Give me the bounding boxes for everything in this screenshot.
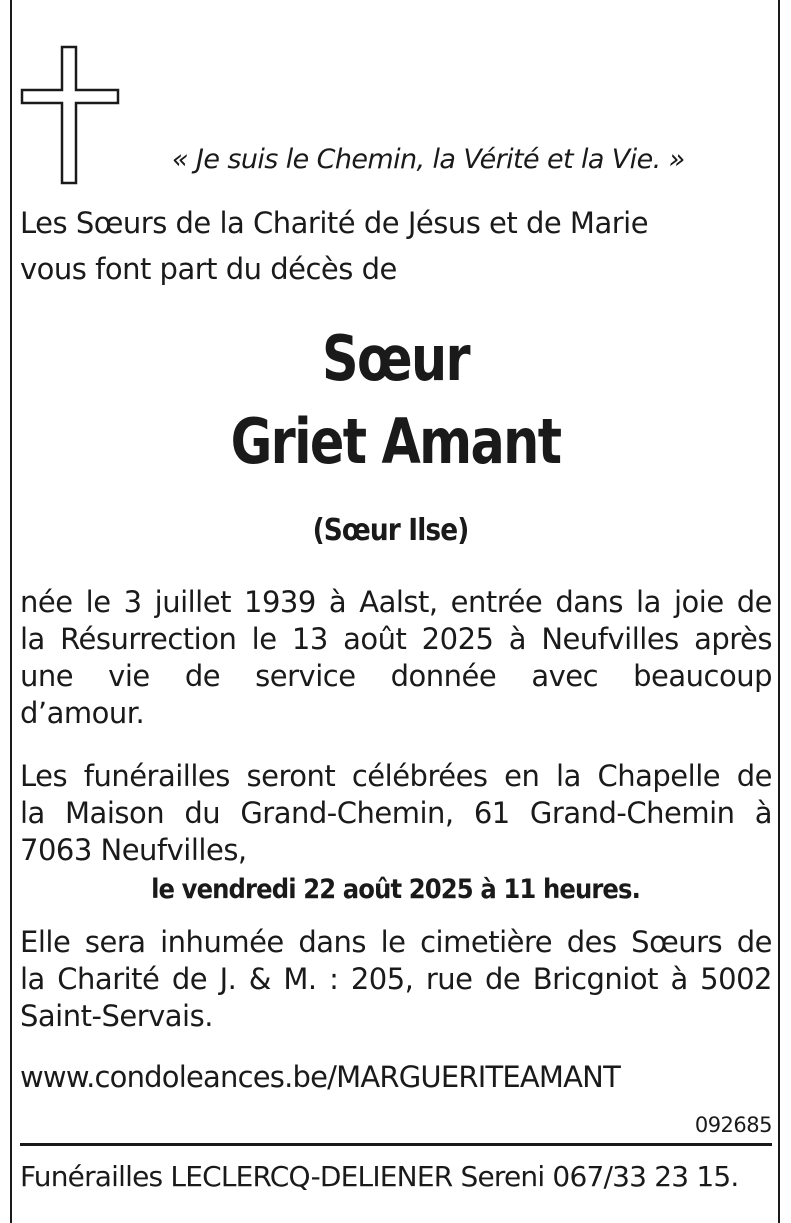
- burial-paragraph: [20, 924, 772, 1035]
- bible-quote: « Je suis le Chemin, la Vérité et la Vie. »: [172, 144, 685, 175]
- burial-line-2: la Charité de J. & M. : 205, rue de Bricgniot à 5002: [20, 962, 772, 996]
- reference-number: 092685: [694, 1113, 772, 1137]
- birth-line-2: la Résurrection le 13 août 2025 à Neufvilles après: [20, 622, 772, 656]
- funeral-line-3: 7063 Neufvilles,: [20, 833, 247, 867]
- intro-line-2: vous font part du décès de: [20, 252, 397, 286]
- funeral-line-2: la Maison du Grand-Chemin, 61 Grand-Chemin à: [20, 796, 772, 830]
- funeral-paragraph: [20, 758, 772, 869]
- latin-cross-icon: [20, 45, 120, 187]
- right-border: [778, 0, 780, 1223]
- deceased-title: Sœur: [322, 322, 469, 395]
- funeral-date: le vendredi 22 août 2025 à 11 heures.: [151, 874, 640, 905]
- burial-line-1: Elle sera inhumée dans le cimetière des Sœurs de: [20, 925, 772, 959]
- birth-line-4: d’amour.: [20, 696, 145, 730]
- funeral-home-footer: Funérailles LECLERCQ-DELIENER Sereni 067/33 23 15.: [20, 1160, 739, 1193]
- left-border: [10, 0, 12, 1223]
- condolences-website: www.condoleances.be/MARGUERITEAMANT: [20, 1060, 620, 1094]
- deceased-name: Griet Amant: [230, 405, 561, 478]
- birth-paragraph: [20, 584, 772, 732]
- funeral-line-1: Les funérailles seront célébrées en la Chapelle de: [20, 759, 772, 793]
- birth-line-1: née le 3 juillet 1939 à Aalst, entrée dans la joie de: [20, 585, 772, 619]
- burial-line-3: Saint-Servais.: [20, 999, 213, 1033]
- religious-name: (Sœur Ilse): [312, 513, 469, 548]
- footer-divider: [20, 1143, 772, 1146]
- intro-line-1: Les Sœurs de la Charité de Jésus et de Marie: [20, 206, 649, 240]
- birth-line-3: une vie de service donnée avec beaucoup: [20, 659, 772, 693]
